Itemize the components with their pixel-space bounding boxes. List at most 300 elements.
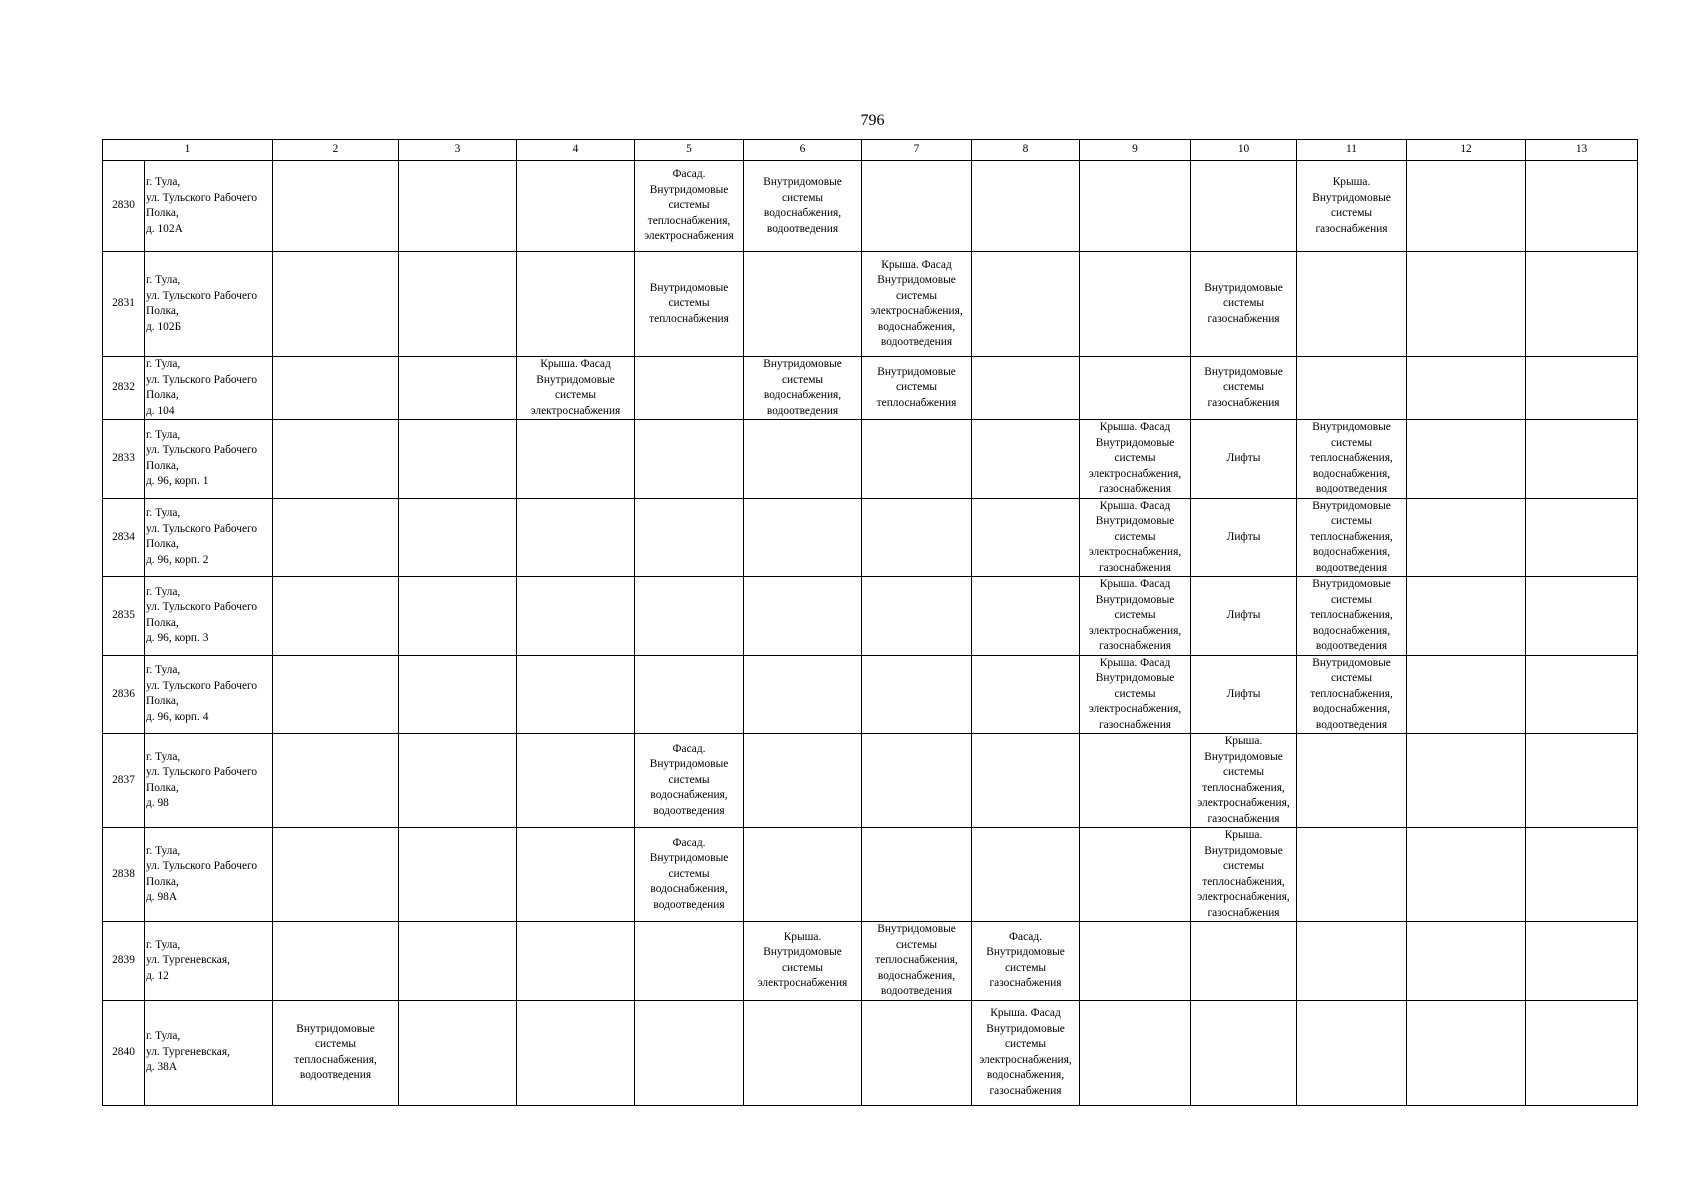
cell-line: Внутридомовые <box>877 274 956 286</box>
work-cell-col-11 <box>1297 828 1407 922</box>
table-row <box>103 420 1638 499</box>
cell-line: г. Тула, <box>146 938 181 951</box>
cell-line: водоснабжения, <box>877 969 956 982</box>
work-cell-col-6 <box>744 828 862 922</box>
column-number-row <box>103 140 1638 161</box>
table-row <box>103 1000 1638 1105</box>
cell-line: Полка, <box>146 695 179 708</box>
cell-line: водоснабжения, <box>650 883 728 896</box>
cell-line: Крыша. <box>1332 176 1371 188</box>
cell-line: Лифты <box>1226 530 1261 543</box>
work-cell-col-12 <box>1407 828 1526 922</box>
work-cell-col-11 <box>1297 420 1407 499</box>
work-cell-col-7 <box>862 828 972 922</box>
cell-line: Внутридомовые <box>1204 365 1283 378</box>
work-cell-col-10 <box>1191 922 1297 1001</box>
cell-line: Крыша. <box>1224 735 1263 747</box>
work-cell-col-6 <box>744 357 862 420</box>
work-cell-col-4 <box>517 498 635 577</box>
row-number: 2839 <box>103 922 145 1001</box>
cell-line: водоотведения <box>880 985 953 997</box>
work-cell-col-4 <box>517 828 635 922</box>
work-cell-col-12 <box>1407 420 1526 499</box>
repair-schedule-table <box>102 139 1638 1106</box>
cell-line: Внутридомовые <box>296 1022 375 1035</box>
cell-line: теплоснабжения, <box>1202 781 1285 794</box>
address-cell <box>145 577 273 656</box>
cell-line: системы <box>668 199 710 212</box>
cell-line: теплоснабжения, <box>875 954 958 966</box>
cell-line: ул. Тульского Рабочего <box>146 191 258 204</box>
work-cell-col-11 <box>1297 922 1407 1001</box>
cell-line: электроснабжения <box>757 977 848 990</box>
cell-line: теплоснабжения, <box>1310 530 1393 543</box>
work-cell-col-7 <box>862 1000 972 1105</box>
work-cell-col-13 <box>1526 498 1638 577</box>
cell-line: Внутридомовые <box>1312 499 1391 512</box>
table-body <box>103 161 1638 1106</box>
table-row <box>103 161 1638 252</box>
work-cell-col-3 <box>399 1000 517 1105</box>
cell-line: Внутридомовые <box>877 365 956 378</box>
work-cell-col-5 <box>635 420 744 499</box>
work-cell-col-8 <box>972 577 1080 656</box>
work-cell-col-13 <box>1526 922 1638 1001</box>
cell-line: системы <box>1222 381 1265 394</box>
table-row <box>103 734 1638 828</box>
cell-line: д. 104 <box>146 404 175 417</box>
work-cell-col-10 <box>1191 734 1297 828</box>
work-cell-col-9 <box>1080 1000 1191 1105</box>
cell-line: газоснабжения <box>1207 812 1280 825</box>
cell-line: системы <box>781 373 824 386</box>
row-number: 2835 <box>103 577 145 656</box>
table-row <box>103 577 1638 656</box>
cell-line: электроснабжения, <box>979 1053 1072 1066</box>
cell-line: системы <box>314 1038 357 1050</box>
cell-line: электроснабжения, <box>870 305 963 317</box>
work-cell-col-10 <box>1191 252 1297 357</box>
cell-line: Внутридомовые <box>649 183 729 196</box>
table-row <box>103 252 1638 357</box>
work-cell-col-12 <box>1407 357 1526 420</box>
work-cell-col-8 <box>972 420 1080 499</box>
work-cell-col-2 <box>273 655 399 734</box>
column-header-7: 7 <box>862 140 972 161</box>
work-cell-col-3 <box>399 828 517 922</box>
cell-line: газоснабжения <box>1315 222 1388 235</box>
cell-line: водоотведения <box>880 336 953 348</box>
cell-line: теплоснабжения, <box>647 214 731 227</box>
cell-line: Полка, <box>146 616 179 629</box>
cell-line: водоотведения <box>653 898 725 911</box>
work-cell-col-4 <box>517 922 635 1001</box>
work-cell-col-13 <box>1526 161 1638 252</box>
column-header-6: 6 <box>744 140 862 161</box>
row-number: 2832 <box>103 357 145 420</box>
column-header-3: 3 <box>399 140 517 161</box>
work-cell-col-11 <box>1297 655 1407 734</box>
cell-line: системы <box>1004 1038 1047 1050</box>
cell-line: Внутридомовые <box>1095 515 1175 527</box>
row-number: 2840 <box>103 1000 145 1105</box>
column-header-1: 1 <box>103 140 273 161</box>
work-cell-col-12 <box>1407 498 1526 577</box>
cell-line: Внутридомовые <box>649 281 729 294</box>
work-cell-col-10 <box>1191 161 1297 252</box>
cell-line: ул. Тульского Рабочего <box>146 522 258 535</box>
cell-line: системы <box>668 297 710 310</box>
work-cell-col-10 <box>1191 577 1297 656</box>
work-cell-col-6 <box>744 655 862 734</box>
cell-line: водоснабжения, <box>1312 546 1391 558</box>
work-cell-col-3 <box>399 498 517 577</box>
column-header-9: 9 <box>1080 140 1191 161</box>
cell-line: Крыша. Фасад <box>1099 578 1171 590</box>
work-cell-col-3 <box>399 161 517 252</box>
address-cell <box>145 498 273 577</box>
work-cell-col-10 <box>1191 357 1297 420</box>
cell-line: Внутридомовые <box>1312 191 1391 204</box>
cell-line: водоотведения <box>1315 718 1388 731</box>
work-cell-col-11 <box>1297 252 1407 357</box>
work-cell-col-6 <box>744 498 862 577</box>
cell-line: электроснабжения, <box>1088 546 1182 558</box>
row-number: 2830 <box>103 161 145 252</box>
work-cell-col-8 <box>972 655 1080 734</box>
cell-line: д. 96, корп. 4 <box>146 710 209 723</box>
work-cell-col-10 <box>1191 498 1297 577</box>
work-cell-col-5 <box>635 357 744 420</box>
cell-line: д. 98 <box>146 797 169 809</box>
cell-line: д. 96, корп. 2 <box>146 553 209 566</box>
table-header <box>103 140 1638 161</box>
work-cell-col-9 <box>1080 577 1191 656</box>
cell-line: электроснабжения, <box>1088 703 1182 715</box>
cell-line: системы <box>1222 766 1265 778</box>
work-cell-col-4 <box>517 734 635 828</box>
work-cell-col-9 <box>1080 357 1191 420</box>
work-cell-col-7 <box>862 161 972 252</box>
cell-line: водоснабжения, <box>877 320 956 333</box>
cell-line: Внутридомовые <box>1204 750 1283 763</box>
cell-line: теплоснабжения, <box>1310 609 1393 621</box>
work-cell-col-2 <box>273 498 399 577</box>
cell-line: ул. Тульского Рабочего <box>146 373 258 386</box>
work-cell-col-10 <box>1191 420 1297 499</box>
work-cell-col-6 <box>744 252 862 357</box>
cell-line: г. Тула, <box>146 428 181 441</box>
column-header-4: 4 <box>517 140 635 161</box>
work-cell-col-3 <box>399 420 517 499</box>
cell-line: Крыша. Фасад <box>1099 656 1171 669</box>
table-row <box>103 357 1638 420</box>
work-cell-col-4 <box>517 577 635 656</box>
column-header-11: 11 <box>1297 140 1407 161</box>
work-cell-col-2 <box>273 420 399 499</box>
address-cell <box>145 161 273 252</box>
cell-line: водоснабжения, <box>650 789 728 802</box>
cell-line: системы <box>668 773 710 786</box>
cell-line: г. Тула, <box>146 176 181 188</box>
work-cell-col-12 <box>1407 252 1526 357</box>
work-cell-col-9 <box>1080 922 1191 1001</box>
row-number: 2834 <box>103 498 145 577</box>
cell-line: Полка, <box>146 207 179 219</box>
work-cell-col-8 <box>972 357 1080 420</box>
work-cell-col-6 <box>744 1000 862 1105</box>
cell-line: Внутридомовые <box>1312 656 1391 669</box>
cell-line: Полка, <box>146 538 179 551</box>
table-row <box>103 922 1638 1001</box>
cell-line: теплоснабжения, <box>294 1053 377 1066</box>
cell-line: Крыша. Фасад <box>1099 421 1171 433</box>
cell-line: Крыша. Фасад <box>1099 499 1171 512</box>
work-cell-col-8 <box>972 828 1080 922</box>
work-cell-col-3 <box>399 252 517 357</box>
cell-line: электроснабжения <box>530 404 621 417</box>
column-header-2: 2 <box>273 140 399 161</box>
work-cell-col-13 <box>1526 357 1638 420</box>
cell-line: Внутридомовые <box>1095 672 1175 684</box>
cell-line: ул. Тульского Рабочего <box>146 860 258 872</box>
work-cell-col-11 <box>1297 1000 1407 1105</box>
cell-line: Фасад. <box>672 742 706 755</box>
work-cell-col-12 <box>1407 922 1526 1001</box>
cell-line: газоснабжения <box>1098 483 1172 495</box>
work-cell-col-11 <box>1297 734 1407 828</box>
work-cell-col-13 <box>1526 420 1638 499</box>
work-cell-col-10 <box>1191 1000 1297 1105</box>
work-cell-col-5 <box>635 922 744 1001</box>
cell-line: водоотведения <box>1315 640 1388 652</box>
work-cell-col-11 <box>1297 161 1407 252</box>
cell-line: д. 98А <box>146 891 178 903</box>
cell-line: Крыша. <box>783 930 822 943</box>
cell-line: водоотведения <box>766 404 839 417</box>
cell-line: ул. Тульского Рабочего <box>146 679 258 692</box>
address-cell <box>145 655 273 734</box>
cell-line: газоснабжения <box>1207 906 1280 919</box>
cell-line: Лифты <box>1226 452 1261 464</box>
cell-line: г. Тула, <box>146 1030 181 1043</box>
work-cell-col-8 <box>972 922 1080 1001</box>
cell-line: электроснабжения, <box>1088 624 1182 637</box>
work-cell-col-9 <box>1080 828 1191 922</box>
cell-line: системы <box>1330 593 1373 606</box>
work-cell-col-13 <box>1526 828 1638 922</box>
work-cell-col-12 <box>1407 577 1526 656</box>
work-cell-col-4 <box>517 420 635 499</box>
work-cell-col-9 <box>1080 655 1191 734</box>
work-cell-col-13 <box>1526 252 1638 357</box>
work-cell-col-9 <box>1080 161 1191 252</box>
work-cell-col-4 <box>517 1000 635 1105</box>
cell-line: Фасад. <box>1009 930 1042 943</box>
cell-line: Внутридомовые <box>1204 281 1283 294</box>
work-cell-col-13 <box>1526 1000 1638 1105</box>
cell-line: газоснабжения <box>1098 718 1172 731</box>
cell-line: Внутридомовые <box>986 946 1065 959</box>
cell-line: газоснабжения <box>1207 396 1280 409</box>
cell-line: водоснабжения, <box>763 389 842 401</box>
cell-line: д. 12 <box>146 969 169 982</box>
address-cell <box>145 420 273 499</box>
address-cell <box>145 1000 273 1105</box>
address-cell <box>145 828 273 922</box>
work-cell-col-10 <box>1191 655 1297 734</box>
cell-line: Крыша. Фасад <box>540 358 611 370</box>
column-header-8: 8 <box>972 140 1080 161</box>
column-header-12: 12 <box>1407 140 1526 161</box>
cell-line: системы <box>781 191 824 204</box>
cell-line: Лифты <box>1226 687 1261 700</box>
column-header-13: 13 <box>1526 140 1638 161</box>
work-cell-col-12 <box>1407 1000 1526 1105</box>
cell-line: г. Тула, <box>146 750 181 763</box>
cell-line: газоснабжения <box>1098 561 1172 574</box>
work-cell-col-2 <box>273 1000 399 1105</box>
cell-line: водоотведения <box>766 222 839 235</box>
cell-line: водоснабжения, <box>986 1069 1065 1081</box>
work-cell-col-8 <box>972 1000 1080 1105</box>
cell-line: д. 96, корп. 3 <box>146 632 209 645</box>
cell-line: Полка, <box>146 459 179 472</box>
column-header-5: 5 <box>635 140 744 161</box>
cell-line: газоснабжения <box>989 977 1062 990</box>
row-number: 2836 <box>103 655 145 734</box>
cell-line: теплоснабжения, <box>1202 875 1285 888</box>
cell-line: системы <box>1330 207 1373 219</box>
work-cell-col-6 <box>744 577 862 656</box>
work-cell-col-9 <box>1080 252 1191 357</box>
cell-line: ул. Тульского Рабочего <box>146 444 258 457</box>
table-row <box>103 655 1638 734</box>
cell-line: ул. Тульского Рабочего <box>146 289 258 302</box>
work-cell-col-11 <box>1297 357 1407 420</box>
work-cell-col-13 <box>1526 577 1638 656</box>
cell-line: электроснабжения, <box>1197 797 1290 809</box>
work-cell-col-7 <box>862 734 972 828</box>
cell-line: Внутридомовые <box>1204 844 1283 857</box>
cell-line: системы <box>1114 609 1156 621</box>
work-cell-col-7 <box>862 252 972 357</box>
cell-line: Внутридомовые <box>763 946 842 959</box>
cell-line: системы <box>1222 297 1265 310</box>
work-cell-col-5 <box>635 252 744 357</box>
address-cell <box>145 922 273 1001</box>
cell-line: системы <box>1330 436 1373 449</box>
work-cell-col-2 <box>273 161 399 252</box>
cell-line: системы <box>1114 452 1156 464</box>
work-cell-col-7 <box>862 357 972 420</box>
cell-line: Лифты <box>1226 609 1261 621</box>
row-number: 2833 <box>103 420 145 499</box>
cell-line: Внутридомовые <box>763 176 842 188</box>
work-cell-col-12 <box>1407 161 1526 252</box>
cell-line: теплоснабжения, <box>1310 687 1393 700</box>
cell-line: системы <box>1222 860 1265 872</box>
cell-line: Полка, <box>146 305 179 317</box>
work-cell-col-8 <box>972 252 1080 357</box>
cell-line: д. 102А <box>146 222 183 235</box>
table-row <box>103 828 1638 922</box>
work-cell-col-5 <box>635 828 744 922</box>
cell-line: г. Тула, <box>146 664 181 677</box>
cell-line: Внутридомовые <box>763 358 842 370</box>
work-cell-col-5 <box>635 655 744 734</box>
work-cell-col-7 <box>862 498 972 577</box>
work-cell-col-5 <box>635 577 744 656</box>
work-cell-col-9 <box>1080 498 1191 577</box>
page-number: 796 <box>860 112 885 129</box>
cell-line: Внутридомовые <box>536 373 615 386</box>
cell-line: водоснабжения, <box>1312 467 1391 480</box>
cell-line: водоотведения <box>1315 483 1388 495</box>
cell-line: Крыша. Фасад <box>881 258 952 271</box>
cell-line: системы <box>668 867 710 880</box>
cell-line: Внутридомовые <box>649 852 729 865</box>
work-cell-col-4 <box>517 357 635 420</box>
cell-line: водоотведения <box>299 1069 372 1081</box>
work-cell-col-10 <box>1191 828 1297 922</box>
cell-line: теплоснабжения, <box>1310 452 1393 464</box>
cell-line: г. Тула, <box>146 507 181 520</box>
cell-line: д. 102Б <box>146 320 182 333</box>
work-cell-col-5 <box>635 498 744 577</box>
cell-line: газоснабжения <box>1098 640 1172 652</box>
cell-line: системы <box>1004 961 1047 974</box>
address-cell <box>145 357 273 420</box>
work-cell-col-2 <box>273 577 399 656</box>
work-cell-col-2 <box>273 252 399 357</box>
cell-line: теплоснабжения <box>649 312 729 325</box>
work-cell-col-9 <box>1080 734 1191 828</box>
work-cell-col-2 <box>273 922 399 1001</box>
row-number: 2831 <box>103 252 145 357</box>
row-number: 2837 <box>103 734 145 828</box>
work-cell-col-8 <box>972 161 1080 252</box>
work-cell-col-8 <box>972 734 1080 828</box>
cell-line: Крыша. Фасад <box>990 1007 1061 1019</box>
cell-line: водоотведения <box>653 804 725 817</box>
cell-line: ул. Тульского Рабочего <box>146 766 258 778</box>
cell-line: газоснабжения <box>989 1084 1062 1097</box>
work-cell-col-2 <box>273 828 399 922</box>
cell-line: Фасад. <box>672 168 706 181</box>
work-cell-col-4 <box>517 655 635 734</box>
work-cell-col-6 <box>744 922 862 1001</box>
work-cell-col-3 <box>399 922 517 1001</box>
work-cell-col-4 <box>517 252 635 357</box>
cell-line: системы <box>895 938 938 951</box>
cell-line: Крыша. <box>1224 829 1263 841</box>
work-cell-col-13 <box>1526 655 1638 734</box>
cell-line: Полка, <box>146 875 179 888</box>
work-cell-col-7 <box>862 922 972 1001</box>
cell-line: электроснабжения <box>644 230 734 243</box>
cell-line: системы <box>1330 515 1373 527</box>
cell-line: ул. Тульского Рабочего <box>146 601 258 614</box>
work-cell-col-6 <box>744 420 862 499</box>
cell-line: Полка, <box>146 781 179 794</box>
work-cell-col-8 <box>972 498 1080 577</box>
cell-line: д. 96, корп. 1 <box>146 475 209 488</box>
work-cell-col-5 <box>635 1000 744 1105</box>
cell-line: системы <box>554 389 597 401</box>
cell-line: Внутридомовые <box>1095 593 1175 606</box>
cell-line: теплоснабжения <box>876 396 957 409</box>
